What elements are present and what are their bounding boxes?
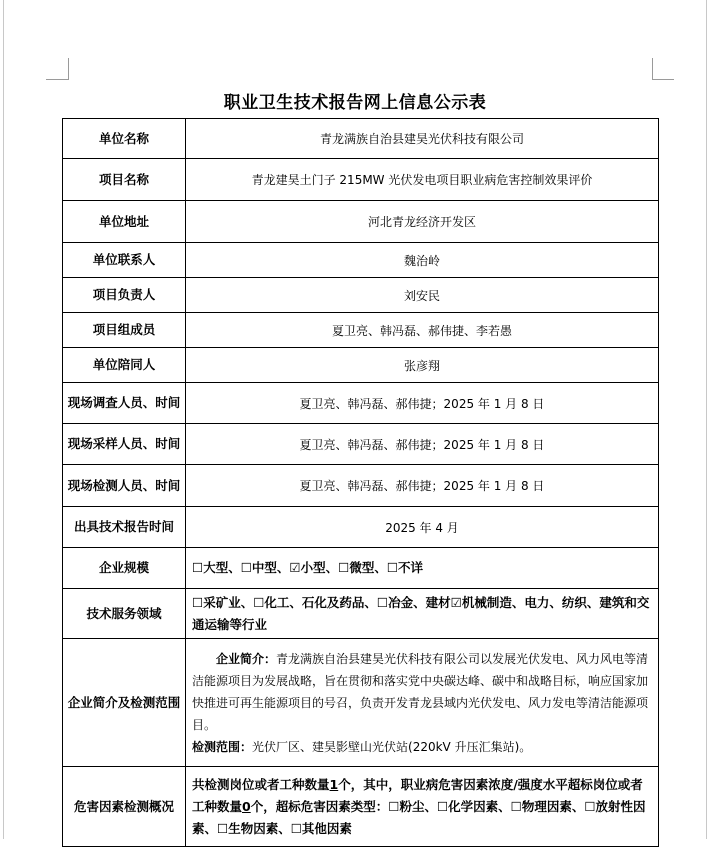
table-row xyxy=(63,159,659,201)
table-row xyxy=(63,589,659,639)
table-row xyxy=(63,243,659,278)
service-field-label: 技术服务领域 xyxy=(63,589,186,639)
hazards-text-b: 个，其中，职业病危害因素浓度/强度水平超标岗位或者工种数量 xyxy=(192,776,643,814)
testing-value: 夏卫亮、韩冯磊、郝伟捷；2025 年 1 月 8 日 xyxy=(186,465,659,507)
survey-label: 现场调查人员、时间 xyxy=(63,383,186,424)
sampling-value: 夏卫亮、韩冯磊、郝伟捷；2025 年 1 月 8 日 xyxy=(186,424,659,465)
page-edge-left xyxy=(3,0,4,839)
hazards-types: ☐粉尘、☐化学因素、☐物理因素、☐放射性因素、☐生物因素、☐其他因素 xyxy=(192,798,646,836)
table-row xyxy=(63,348,659,383)
table-row xyxy=(63,548,659,589)
hazards-count-b: 0 xyxy=(242,798,251,814)
report-time-label: 出具技术报告时间 xyxy=(63,507,186,548)
unit-contact-label: 单位联系人 xyxy=(63,243,186,278)
hazards-value xyxy=(186,767,659,847)
crop-mark-top-right-v xyxy=(652,58,653,80)
intro-text: 青龙满族自治县建昊光伏科技有限公司以发展光伏发电、风力风电等清洁能源项目为发展战略，旨在贯彻和落实党中央碳达峰、碳中和战略目标，响应国家加快推进可再生能源项目的号召，负责开发青龙县域内光伏发电、风力发电等清洁能源项目。 xyxy=(192,651,649,732)
intro-lead: 企业简介： xyxy=(216,651,277,666)
table-row xyxy=(63,767,659,847)
service-field-value: ☐采矿业、☐化工、石化及药品、☐冶金、建材☑机械制造、电力、纺织、建筑和交通运输等行业 xyxy=(186,589,659,639)
testing-label: 现场检测人员、时间 xyxy=(63,465,186,507)
table-row xyxy=(63,507,659,548)
intro-label: 企业简介及检测范围 xyxy=(63,639,186,767)
table-row xyxy=(63,278,659,313)
table-row xyxy=(63,424,659,465)
scale-label: 企业规模 xyxy=(63,548,186,589)
scale-value: ☐大型、☐中型、☑小型、☐微型、☐不详 xyxy=(186,548,659,589)
crop-mark-top-left-h xyxy=(46,79,68,80)
table-row xyxy=(63,313,659,348)
table-row xyxy=(63,639,659,767)
hazards-text-c: 个，超标危害因素类型： xyxy=(250,798,389,814)
hazards-label: 危害因素检测概况 xyxy=(63,767,186,847)
crop-mark-top-right-h xyxy=(652,79,674,80)
info-table xyxy=(62,118,659,847)
sampling-label: 现场采样人员、时间 xyxy=(63,424,186,465)
unit-contact-value: 魏治岭 xyxy=(186,243,659,278)
hazards-text-a: 共检测岗位或者工种数量 xyxy=(192,776,330,792)
project-name-value: 青龙建昊土门子 215MW 光伏发电项目职业病危害控制效果评价 xyxy=(186,159,659,201)
unit-address-value: 河北青龙经济开发区 xyxy=(186,201,659,243)
hazards-count-a: 1 xyxy=(329,776,339,792)
scope-text: 光伏厂区、建昊影壁山光伏站(220kV 升压汇集站)。 xyxy=(252,739,532,754)
unit-name-label: 单位名称 xyxy=(63,119,186,159)
intro-value xyxy=(186,639,659,767)
project-members-label: 项目组成员 xyxy=(63,313,186,348)
unit-address-label: 单位地址 xyxy=(63,201,186,243)
scope-lead: 检测范围： xyxy=(192,739,253,754)
unit-name-value: 青龙满族自治县建昊光伏科技有限公司 xyxy=(186,119,659,159)
unit-escort-value: 张彦翔 xyxy=(186,348,659,383)
scope-paragraph xyxy=(192,736,652,758)
page-edge-right xyxy=(706,0,707,839)
document-title: 职业卫生技术报告网上信息公示表 xyxy=(223,93,487,113)
intro-paragraph xyxy=(192,648,652,736)
crop-mark-top-left-v xyxy=(68,58,69,80)
project-lead-label: 项目负责人 xyxy=(63,278,186,313)
report-time-value: 2025 年 4 月 xyxy=(186,507,659,548)
table-row xyxy=(63,119,659,159)
table-row xyxy=(63,201,659,243)
survey-value: 夏卫亮、韩冯磊、郝伟捷；2025 年 1 月 8 日 xyxy=(186,383,659,424)
table-row xyxy=(63,465,659,507)
project-name-label: 项目名称 xyxy=(63,159,186,201)
project-members-value: 夏卫亮、韩冯磊、郝伟捷、李若愚 xyxy=(186,313,659,348)
unit-escort-label: 单位陪同人 xyxy=(63,348,186,383)
table-row xyxy=(63,383,659,424)
project-lead-value: 刘安民 xyxy=(186,278,659,313)
